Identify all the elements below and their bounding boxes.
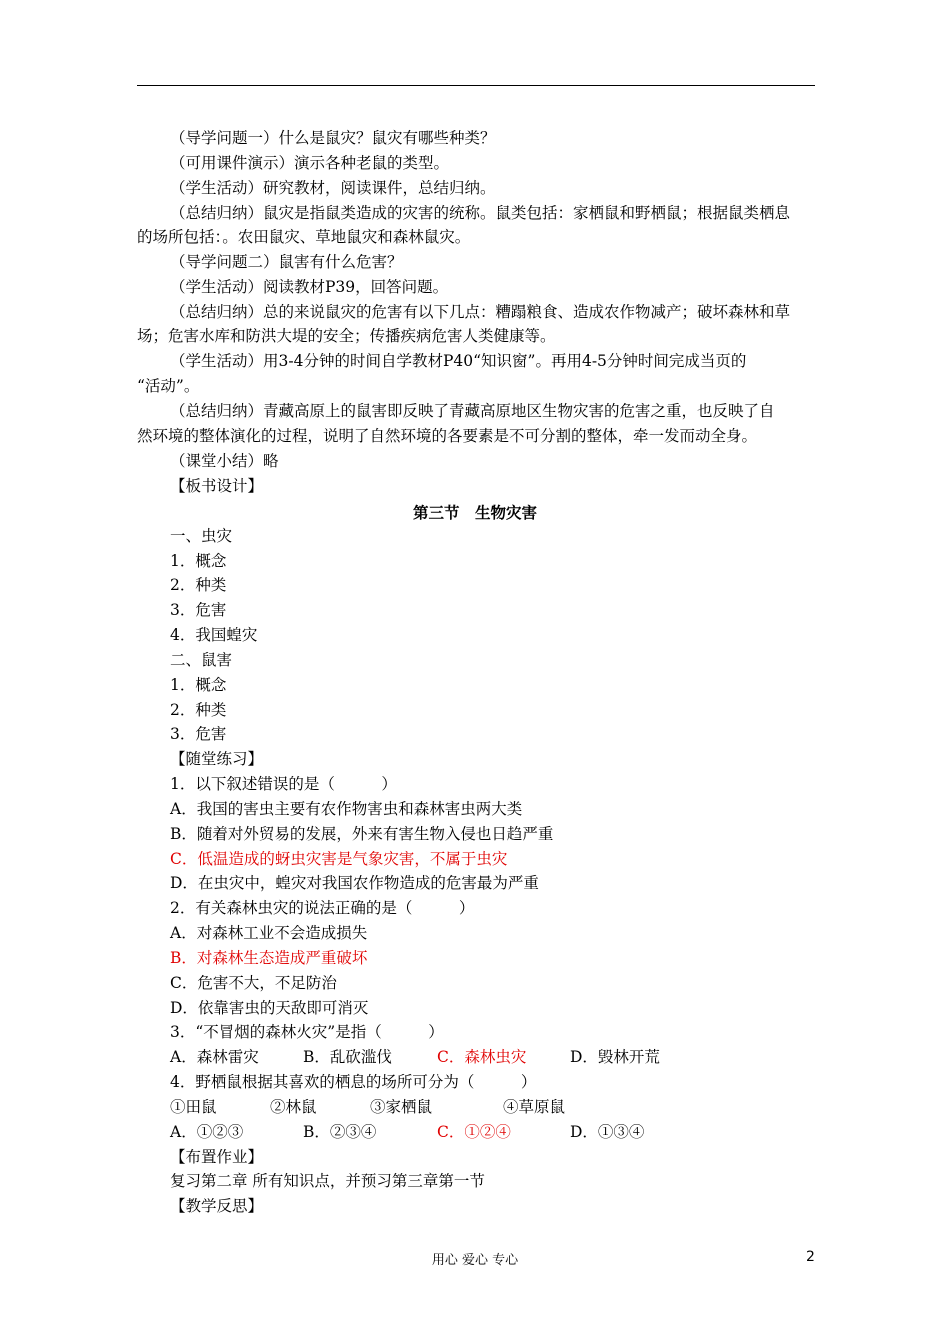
paragraph: （导学问题一）什么是鼠灾？鼠灾有哪些种类？ (170, 129, 496, 147)
outline-item: 4．我国蝗灾 (170, 626, 258, 644)
outline-item: 1．概念 (170, 676, 227, 694)
outline-item: 3．危害 (170, 601, 227, 619)
outline-item: 一、虫灾 (170, 527, 233, 545)
section-heading: 【板书设计】 (170, 477, 264, 495)
answer-option: B．对森林生态造成严重破坏 (170, 949, 368, 967)
question: 4．野栖鼠根据其喜欢的栖息的场所可分为（ ） (170, 1073, 537, 1091)
paragraph: （总结归纳）总的来说鼠灾的危害有以下几点：糟蹋粮食、造成农作物减产；破坏森林和草 (170, 303, 791, 321)
footer-motto: 用心 爱心 专心 (431, 1253, 519, 1268)
paragraph: （学生活动）用3-4分钟的时间自学教材P40“知识窗”。再用4-5分钟时间完成当页的 (170, 352, 747, 370)
answer-option: C．①②④ (437, 1123, 511, 1141)
option: B．②③④ (303, 1123, 377, 1141)
question: 3．“不冒烟的森林火灾”是指（ ） (170, 1023, 444, 1041)
answer-option: C．低温造成的蚜虫灾害是气象灾害，不属于虫灾 (170, 850, 508, 868)
outline-item: 2．种类 (170, 576, 227, 594)
header-rule (137, 85, 815, 86)
answer-option: C．森林虫灾 (437, 1048, 527, 1066)
choice-item: ①田鼠 (170, 1098, 217, 1116)
option: B．随着对外贸易的发展，外来有害生物入侵也日趋严重 (170, 825, 554, 843)
paragraph: （导学问题二）鼠害有什么危害？ (170, 253, 403, 271)
board-title: 第三节 生物灾害 (412, 504, 537, 522)
option: A．我国的害虫主要有农作物害虫和森林害虫两大类 (170, 800, 523, 818)
choice-item: ④草原鼠 (503, 1098, 566, 1116)
option: B．乱砍滥伐 (303, 1048, 392, 1066)
homework-text: 复习第二章 所有知识点，并预习第三章第一节 (170, 1172, 485, 1190)
paragraph: （学生活动）研究教材，阅读课件，总结归纳。 (170, 179, 496, 197)
choice-item: ③家栖鼠 (370, 1098, 433, 1116)
question: 1．以下叙述错误的是（ ） (170, 775, 397, 793)
section-heading: 【教学反思】 (170, 1197, 264, 1215)
outline-item: 1．概念 (170, 552, 227, 570)
paragraph: （学生活动）阅读教材P39，回答问题。 (170, 278, 449, 296)
section-heading: 【布置作业】 (170, 1148, 264, 1166)
paragraph: 场；危害水库和防洪大堤的安全；传播疾病危害人类健康等。 (137, 327, 556, 345)
section-heading: 【随堂练习】 (170, 750, 264, 768)
choice-item: ②林鼠 (270, 1098, 317, 1116)
outline-item: 二、鼠害 (170, 651, 233, 669)
page-number: 2 (806, 1249, 815, 1265)
outline-item: 2．种类 (170, 701, 227, 719)
option: A．森林雷灾 (170, 1048, 259, 1066)
paragraph: 的场所包括：。农田鼠灾、草地鼠灾和森林鼠灾。 (137, 228, 471, 246)
option: D．毁林开荒 (570, 1048, 660, 1066)
paragraph: （可用课件演示）演示各种老鼠的类型。 (170, 154, 450, 172)
option: D．依靠害虫的天敌即可消灭 (170, 999, 369, 1017)
question: 2．有关森林虫灾的说法正确的是（ ） (170, 899, 475, 917)
outline-item: 3．危害 (170, 725, 227, 743)
option: D．在虫灾中，蝗灾对我国农作物造成的危害最为严重 (170, 874, 539, 892)
option: A．对森林工业不会造成损失 (170, 924, 368, 942)
option: A．①②③ (170, 1123, 244, 1141)
paragraph: （总结归纳）鼠灾是指鼠类造成的灾害的统称。鼠类包括：家栖鼠和野栖鼠；根据鼠类栖息 (170, 204, 791, 222)
option: C．危害不大，不足防治 (170, 974, 337, 992)
paragraph: 然环境的整体演化的过程，说明了自然环境的各要素是不可分割的整体，牵一发而动全身。 (137, 427, 758, 445)
paragraph: （总结归纳）青藏高原上的鼠害即反映了青藏高原地区生物灾害的危害之重，也反映了自 (170, 402, 775, 420)
option: D．①③④ (570, 1123, 645, 1141)
paragraph: （课堂小结）略 (170, 452, 279, 470)
paragraph: “活动”。 (137, 377, 200, 395)
